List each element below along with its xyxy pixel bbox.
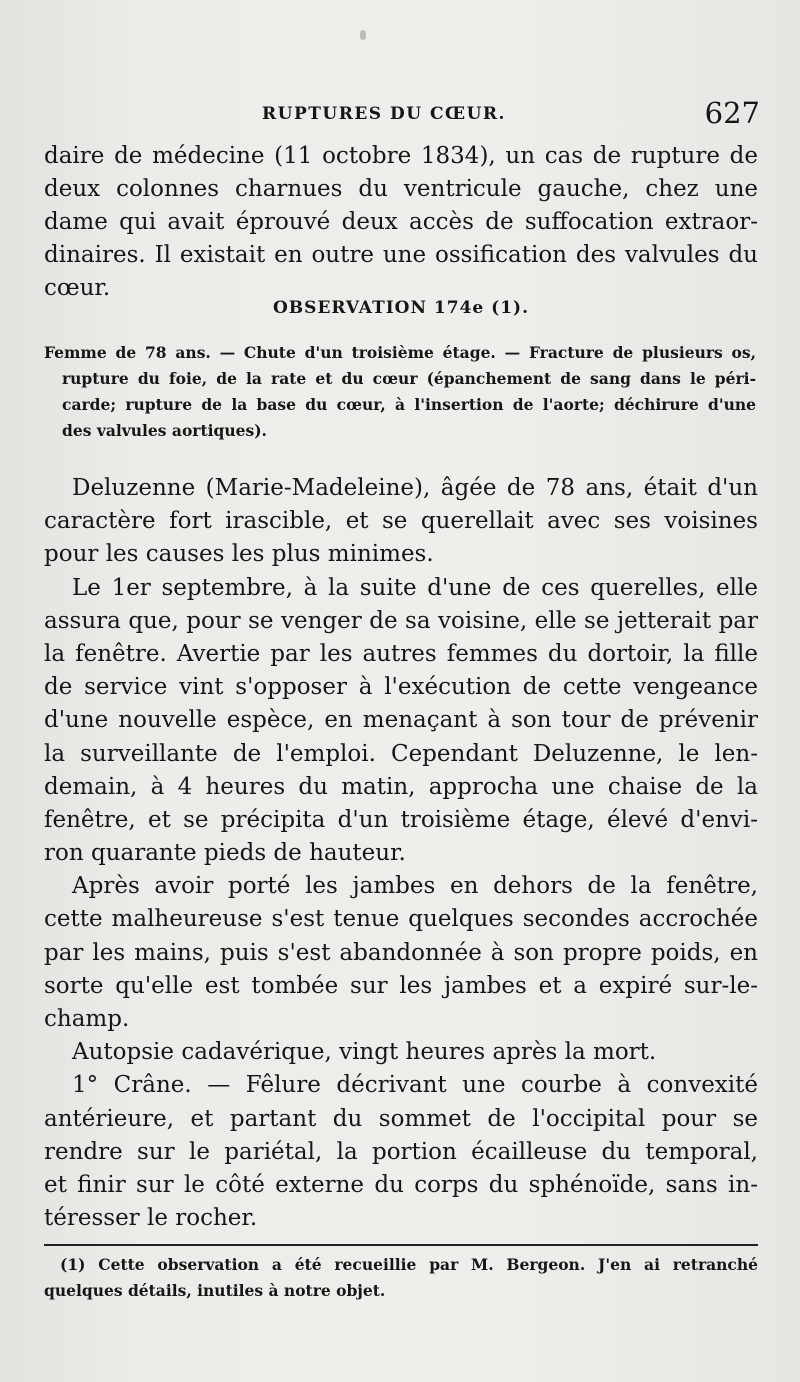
observation-title: OBSERVATION 174e (1). (273, 298, 529, 318)
text-line: sorte qu'elle est tombée sur les jambes et a expiré sur-le- (44, 972, 758, 999)
footnote (44, 1252, 758, 1304)
text-line: antérieure, et partant du sommet de l'occipital pour se (44, 1105, 758, 1132)
text-line: assura que, pour se venger de sa voisine, elle se jetterait par (44, 607, 758, 634)
text-line: Le 1er septembre, à la suite d'une de ces querelles, elle (72, 574, 758, 601)
text-line: de service vint s'opposer à l'exécution de cette vengeance (44, 674, 758, 701)
text-line: la fenêtre. Avertie par les autres femmes du dortoir, la fille (44, 640, 758, 667)
text-line: fenêtre, et se précipita d'un troisième étage, élevé d'envi- (44, 806, 758, 833)
text-line: par les mains, puis s'est abandonnée à son propre poids, en (44, 939, 758, 966)
text-line: d'une nouvelle espèce, en menaçant à son tour de prévenir (44, 707, 758, 734)
text-line: caractère fort irascible, et se querellait avec ses voisines (44, 508, 758, 535)
text-line: Après avoir porté les jambes en dehors de la fenêtre, (72, 873, 758, 900)
text-line: ron quarante pieds de hauteur. (44, 840, 406, 867)
summary-line: carde; rupture de la base du cœur, à l'insertion de l'aorte; déchirure d'une (62, 395, 756, 414)
running-head: RUPTURES DU CŒUR. (262, 104, 506, 124)
text-line: 1° Crâne. — Fêlure décrivant une courbe à convexité (72, 1072, 758, 1099)
page-header (44, 96, 760, 136)
summary-line: des valvules aortiques). (62, 421, 267, 440)
text-line: cette malheureuse s'est tenue quelques secondes accrochée (44, 906, 758, 933)
text-line: pour les causes les plus minimes. (44, 541, 434, 568)
footnote-line: quelques détails, inutiles à notre objet. (44, 1281, 386, 1300)
text-line: la surveillante de l'emploi. Cependant Deluzenne, le len- (44, 740, 758, 767)
text-line: Deluzenne (Marie-Madeleine), âgée de 78 ans, était d'un (72, 475, 758, 501)
page-number: 627 (704, 96, 760, 130)
case-body (44, 472, 758, 1235)
top-paragraph (44, 140, 758, 305)
text-line: et finir sur le côté externe du corps du sphénoïde, sans in- (44, 1171, 758, 1198)
summary-line: rupture du foie, de la rate et du cœur (épanchement de sang dans le péri- (62, 369, 756, 388)
footnote-rule (44, 1244, 758, 1246)
text-line: daire de médecine (11 octobre 1834), un cas de rupture de (44, 143, 758, 169)
text-line: rendre sur le pariétal, la portion écailleuse du temporal, (44, 1138, 758, 1165)
ink-speck (360, 30, 366, 40)
text-line: demain, à 4 heures du matin, approcha une chaise de la (44, 773, 758, 800)
text-line: dame qui avait éprouvé deux accès de suffocation extraor- (44, 209, 758, 235)
text-line: téresser le rocher. (44, 1205, 258, 1232)
text-line: champ. (44, 1006, 130, 1032)
text-line: deux colonnes charnues du ventricule gauche, chez une (44, 176, 758, 202)
text-line: cœur. (44, 275, 111, 301)
text-line: Autopsie cadavérique, vingt heures après la mort. (72, 1039, 657, 1066)
footnote-line: (1) Cette observation a été recueillie par M. Bergeon. J'en ai retranché (60, 1255, 758, 1274)
text-line: dinaires. Il existait en outre une ossification des valvules du (44, 242, 758, 268)
summary-line: Femme de 78 ans. — Chute d'un troisième étage. — Fracture de plusieurs os, (44, 343, 756, 362)
case-summary (44, 340, 756, 444)
